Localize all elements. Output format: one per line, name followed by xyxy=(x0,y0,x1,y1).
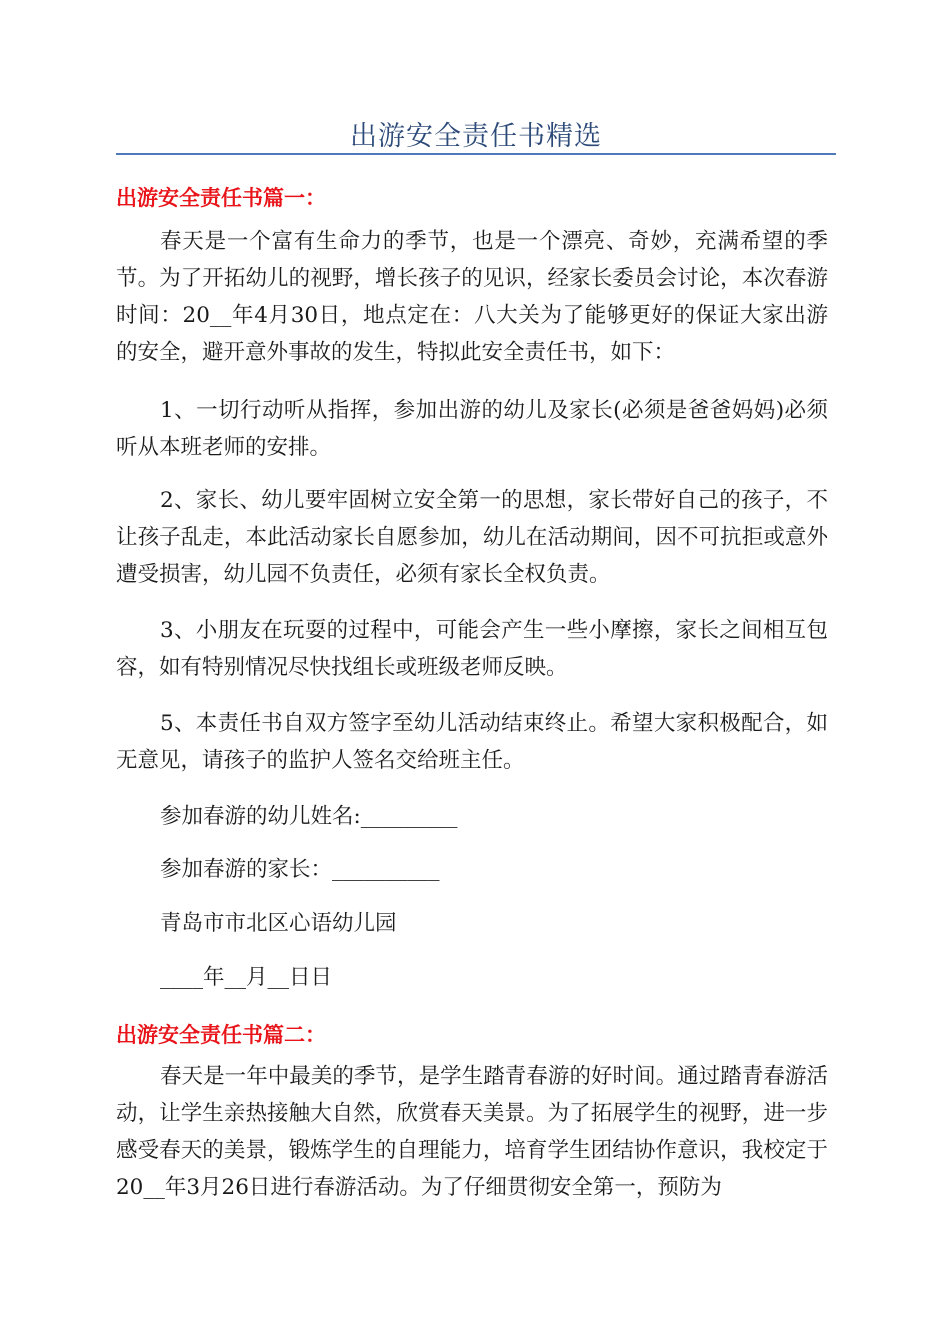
child-name-signature-line: 参加春游的幼儿姓名:_________ xyxy=(160,804,458,829)
section1-intro-paragraph: 春天是一个富有生命力的季节，也是一个漂亮、奇妙，充满希望的季节。为了开拓幼儿的视野，增长孩子的见识，经家长委员会讨论，本次春游时间：20__年4月30日，地点定在：八大关为了能够更好的保证大家出游的安全，避开意外事故的发生，特拟此安全责任书，如下： xyxy=(116,229,828,365)
title-underline xyxy=(116,153,836,155)
parent-signature-line: 参加春游的家长：__________ xyxy=(160,857,440,882)
section1-item-3: 3、小朋友在玩耍的过程中，可能会产生一些小摩擦，家长之间相互包容，如有特别情况尽快找组长或班级老师反映。 xyxy=(116,618,828,680)
section1-item-2: 2、家长、幼儿要牢固树立安全第一的思想，家长带好自己的孩子，不让孩子乱走，本此活动家长自愿参加，幼儿在活动期间，因不可抗拒或意外遭受损害，幼儿园不负责任，必须有家长全权负责。 xyxy=(116,488,828,587)
school-name: 青岛市市北区心语幼儿园 xyxy=(160,911,397,936)
section1-item-5: 5、本责任书自双方签字至幼儿活动结束终止。希望大家积极配合，如无意见，请孩子的监护人签名交给班主任。 xyxy=(116,711,828,773)
section1-item-1: 1、一切行动听从指挥，参加出游的幼儿及家长(必须是爸爸妈妈)必须听从本班老师的安排。 xyxy=(116,398,828,460)
document-title: 出游安全责任书精选 xyxy=(350,121,602,152)
section-heading-2: 出游安全责任书篇二： xyxy=(116,1023,326,1047)
date-line: ____年__月__日日 xyxy=(160,965,333,990)
section2-intro-paragraph: 春天是一年中最美的季节，是学生踏青春游的好时间。通过踏青春游活动，让学生亲热接触大自然，欣赏春天美景。为了拓展学生的视野，进一步感受春天的美景，锻炼学生的自理能力，培育学生团结协作意识，我校定于20__年3月26日进行春游活动。为了仔细贯彻安全第一，预防为 xyxy=(116,1064,828,1200)
section-heading-1: 出游安全责任书篇一： xyxy=(116,186,326,210)
